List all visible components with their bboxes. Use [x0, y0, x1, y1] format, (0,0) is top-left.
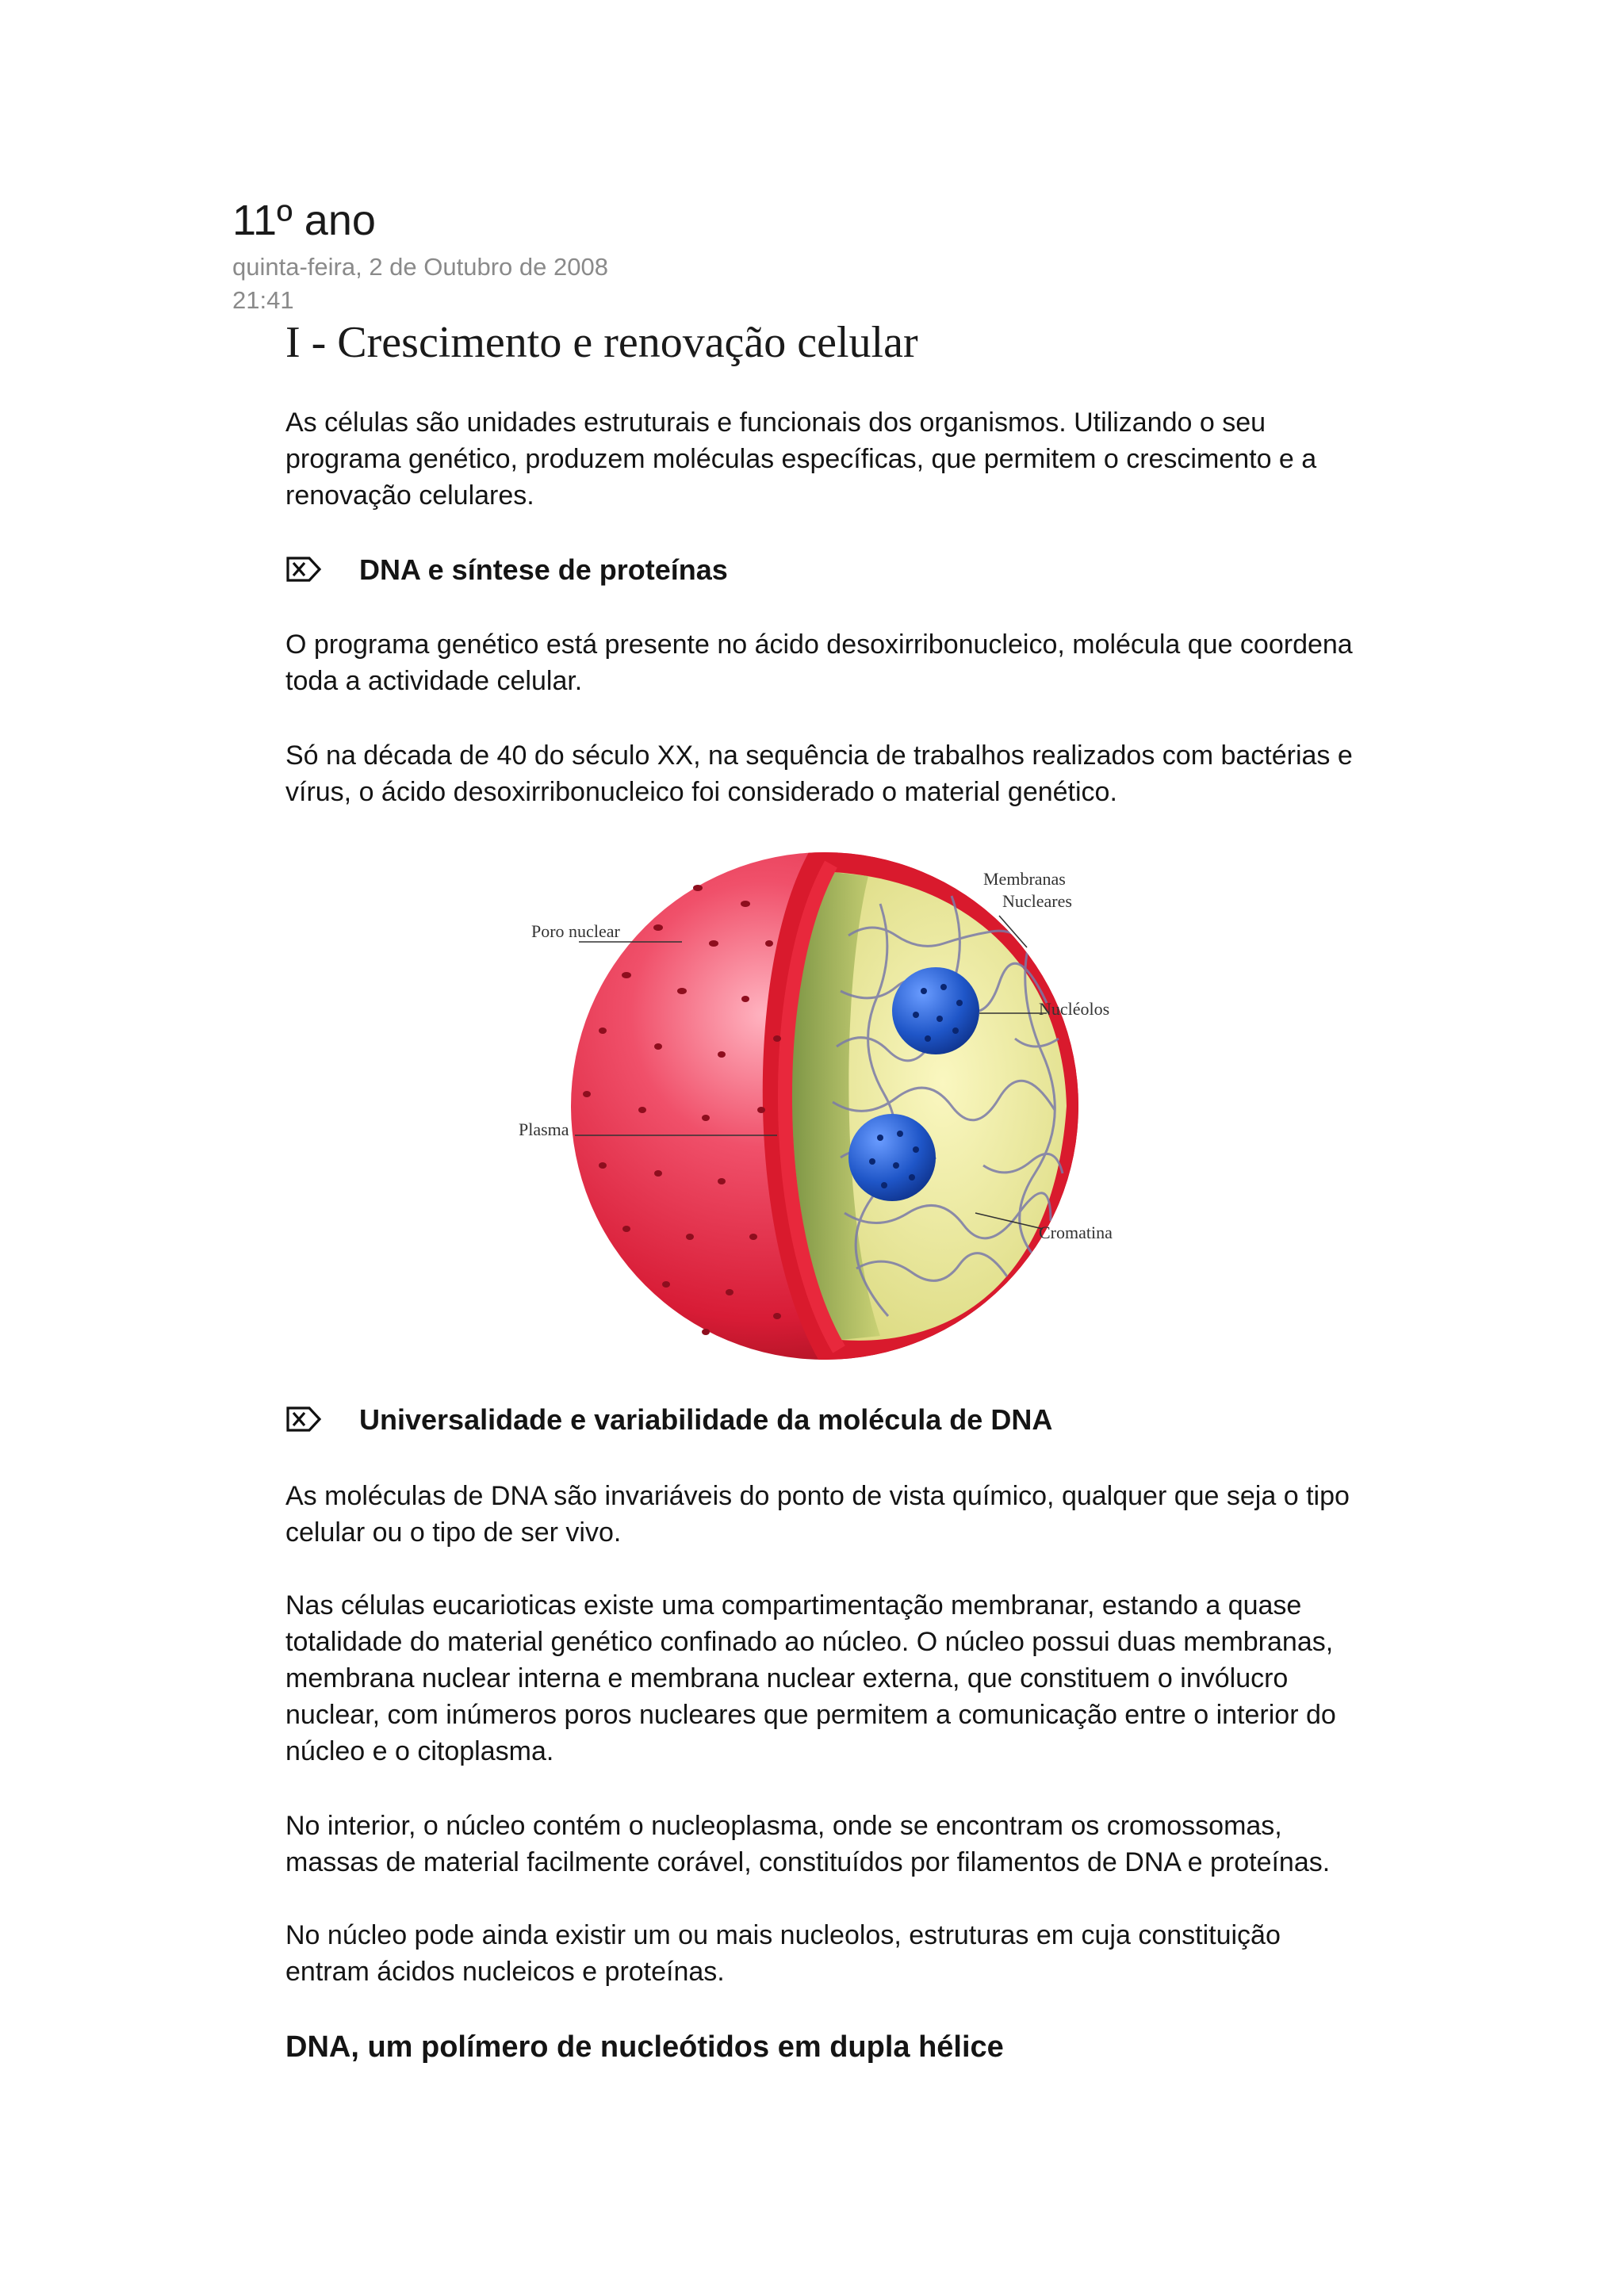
text-line: membrana nuclear interna e membrana nuclear externa, que constituem o invólucro — [285, 1663, 1289, 1693]
text-line: programa genético, produzem moléculas específicas, que permitem o crescimento e a — [285, 444, 1317, 474]
section-heading-dupla-helice: DNA, um polímero de nucleótidos em dupla hélice — [285, 2030, 1004, 2064]
subsection-heading-dna — [285, 550, 1396, 590]
text-line: vírus, o ácido desoxirribonucleico foi considerado o material genético. — [285, 777, 1117, 807]
page-date: quinta-feira, 2 de Outubro de 2008 — [232, 253, 608, 281]
text-line: massas de material facilmente corável, constituídos por filamentos de DNA e proteínas. — [285, 1847, 1331, 1877]
label-plasma: Plasma — [519, 1119, 569, 1139]
section-title: I - Crescimento e renovação celular — [285, 318, 918, 367]
paragraph — [285, 1478, 1396, 1551]
label-poro-nuclear: Poro nuclear — [531, 921, 620, 941]
text-line: No interior, o núcleo contém o nucleoplasma, onde se encontram os cromossomas, — [285, 1811, 1282, 1841]
text-line: totalidade do material genético confinado ao núcleo. O núcleo possui duas membranas, — [285, 1627, 1334, 1657]
text-line: toda a actividade celular. — [285, 666, 583, 696]
subsection-heading-label: Universalidade e variabilidade da molécula de DNA — [359, 1403, 1053, 1436]
text-line: entram ácidos nucleicos e proteínas. — [285, 1957, 725, 1987]
text-line: núcleo e o citoplasma. — [285, 1736, 554, 1766]
paragraph — [285, 1808, 1396, 1881]
label-nucleolos: Nucléolos — [1039, 999, 1110, 1019]
text-line: Só na década de 40 do século XX, na sequência de trabalhos realizados com bactérias e — [285, 740, 1353, 771]
nucleolus-upper — [892, 967, 979, 1054]
paragraph — [285, 1917, 1396, 1990]
arrow-box-icon — [285, 1405, 322, 1433]
subsection-heading-universalidade — [285, 1400, 1396, 1440]
text-line: As células são unidades estruturais e funcionais dos organismos. Utilizando o seu — [285, 408, 1266, 438]
text-line: celular ou o tipo de ser vivo. — [285, 1517, 622, 1548]
arrow-box-icon — [285, 555, 322, 584]
nucleus-figure — [508, 840, 1142, 1372]
nucleolus-lower — [848, 1114, 936, 1201]
paragraph — [285, 1587, 1396, 1770]
text-line: O programa genético está presente no ácido desoxirribonucleico, molécula que coordena — [285, 629, 1353, 660]
page-time: 21:41 — [232, 286, 294, 314]
subsection-heading-label: DNA e síntese de proteínas — [359, 553, 728, 586]
text-line: Nas células eucarioticas existe uma compartimentação membranar, estando a quase — [285, 1590, 1302, 1621]
label-membranas: Membranas — [983, 869, 1066, 889]
text-line: nuclear, com inúmeros poros nucleares que permitem a comunicação entre o interior do — [285, 1700, 1336, 1730]
label-cromatina: Cromatina — [1039, 1223, 1113, 1242]
paragraph — [285, 737, 1396, 810]
text-line: As moléculas de DNA são invariáveis do ponto de vista químico, qualquer que seja o tipo — [285, 1481, 1350, 1511]
page-title: 11º ano — [232, 197, 376, 244]
paragraph — [285, 626, 1396, 699]
nucleus-illustration — [508, 840, 1142, 1372]
label-nucleares: Nucleares — [1002, 891, 1072, 911]
text-line: renovação celulares. — [285, 480, 534, 511]
intro-paragraph — [285, 404, 1396, 514]
text-line: No núcleo pode ainda existir um ou mais nucleolos, estruturas em cuja constituição — [285, 1920, 1281, 1950]
